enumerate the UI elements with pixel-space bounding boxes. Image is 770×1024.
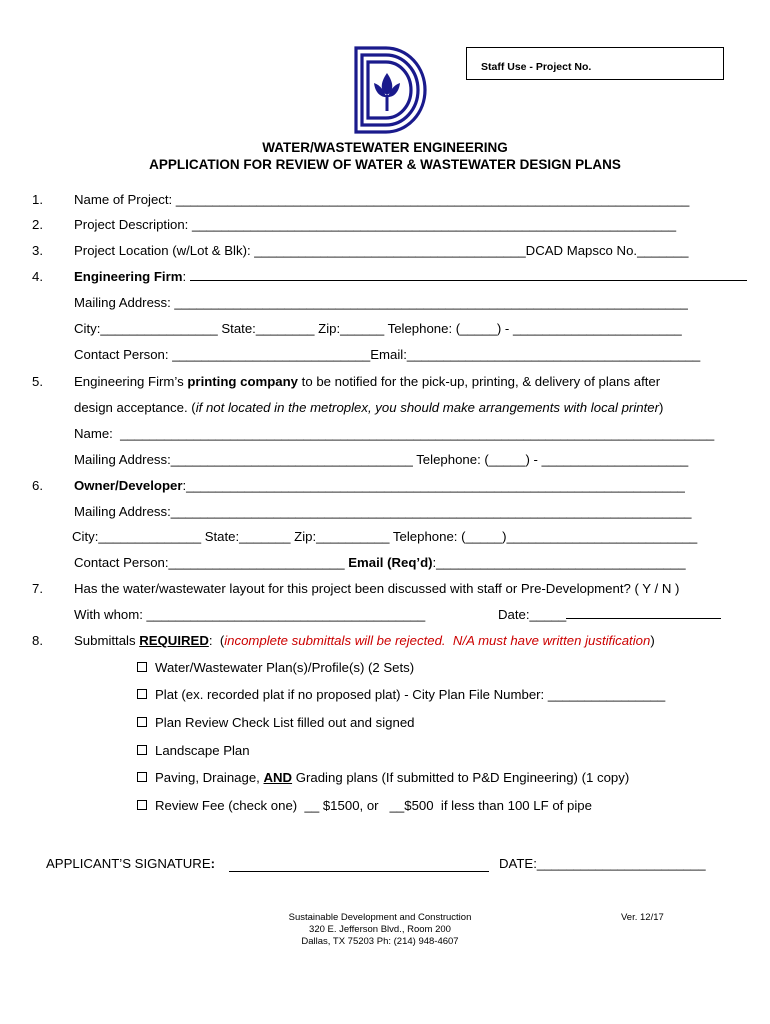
title-line-2: APPLICATION FOR REVIEW OF WATER & WASTEWATER DESIGN PLANS xyxy=(149,157,621,172)
submittals-required-text: Submittals REQUIRED: (incomplete submittals will be rejected. N/A must have written justification) xyxy=(74,633,655,648)
checkbox[interactable] xyxy=(137,689,147,699)
item-number-3: 3. xyxy=(32,243,43,258)
owner-contact-email-field[interactable]: Contact Person:________________________ Email (Req’d):__________________________________ xyxy=(74,555,686,570)
checkbox[interactable] xyxy=(137,800,147,810)
project-description-field[interactable]: Project Description: __________________________________________________________________ xyxy=(74,217,677,232)
owner-city-state-zip-phone-field[interactable]: City:______________ State:_______ Zip:__________ Telephone: (_____)__________________________ xyxy=(72,529,698,544)
checklist-item-review-fee[interactable]: Review Fee (check one) __ $1500, or __$500 if less than 100 LF of pipe xyxy=(137,798,592,814)
item-number-4: 4. xyxy=(32,269,43,284)
checklist-item-paving[interactable]: Paving, Drainage, AND Grading plans (If submitted to P&D Engineering) (1 copy) xyxy=(137,770,629,786)
firm-city-state-zip-phone-field[interactable]: City:________________ State:________ Zip:______ Telephone: (_____) - _______________________ xyxy=(74,321,682,336)
printer-mailing-phone-field[interactable]: Mailing Address:_________________________________ Telephone: (_____) - ____________________ xyxy=(74,452,689,467)
footer-department: Sustainable Development and Construction xyxy=(288,912,472,923)
engineering-firm-line[interactable] xyxy=(190,280,747,281)
staff-use-label: Staff Use - Project No. xyxy=(481,61,592,73)
version-label: Ver. 12/17 xyxy=(621,912,664,923)
city-of-dallas-logo xyxy=(350,45,434,135)
footer-address: 320 E. Jefferson Blvd., Room 200 xyxy=(309,924,451,935)
item-number-7: 7. xyxy=(32,581,43,596)
item-number-1: 1. xyxy=(32,192,43,207)
item-number-6: 6. xyxy=(32,478,43,493)
checklist-item-plans[interactable]: Water/Wastewater Plan(s)/Profile(s) (2 Sets) xyxy=(137,660,414,676)
item-number-8: 8. xyxy=(32,633,43,648)
checkbox[interactable] xyxy=(137,662,147,672)
footer-city-phone: Dallas, TX 75203 Ph: (214) 948-4607 xyxy=(301,936,459,947)
printing-company-note: design acceptance. (if not located in the metroplex, you should make arrangements with local printer) xyxy=(74,400,664,415)
owner-developer-field[interactable]: Owner/Developer:____________________________________________________________________ xyxy=(74,478,685,493)
title-line-1: WATER/WASTEWATER ENGINEERING xyxy=(262,140,508,155)
discussion-date-field[interactable]: Date:_____ xyxy=(498,607,721,623)
project-location-field[interactable]: Project Location (w/Lot & Blk): _____________________________________DCAD Mapsco No._______ xyxy=(74,243,689,258)
owner-mailing-address-field[interactable]: Mailing Address:_______________________________________________________________________ xyxy=(74,504,692,519)
applicant-signature-label: APPLICANT’S SIGNATURE: xyxy=(46,856,216,871)
engineering-firm-label: Engineering Firm xyxy=(74,269,183,284)
checkbox[interactable] xyxy=(137,772,147,782)
firm-contact-email-field[interactable]: Contact Person: ___________________________Email:________________________________________ xyxy=(74,347,701,362)
checklist-item-landscape[interactable]: Landscape Plan xyxy=(137,743,250,759)
printer-name-field[interactable]: Name: _________________________________________________________________________________ xyxy=(74,426,715,441)
owner-developer-label: Owner/Developer xyxy=(74,478,183,493)
checkbox[interactable] xyxy=(137,717,147,727)
applicant-signature-line[interactable] xyxy=(229,871,489,872)
printing-company-text: Engineering Firm’s printing company to be notified for the pick-up, printing, & delivery of plans after xyxy=(74,374,661,389)
layout-discussed-question: Has the water/wastewater layout for this project been discussed with staff or Pre-Development? ( Y / N ) xyxy=(74,581,680,596)
item-number-5: 5. xyxy=(32,374,43,389)
staff-use-box xyxy=(466,47,724,80)
project-name-field[interactable]: Name of Project: ______________________________________________________________________ xyxy=(74,192,690,207)
with-whom-field[interactable]: With whom: ______________________________________ xyxy=(74,607,426,622)
checkbox[interactable] xyxy=(137,745,147,755)
item-number-2: 2. xyxy=(32,217,43,232)
checklist-item-plat[interactable]: Plat (ex. recorded plat if no proposed plat) - City Plan File Number: ________________ xyxy=(137,687,665,703)
checklist-item-checklist[interactable]: Plan Review Check List filled out and signed xyxy=(137,715,415,731)
firm-mailing-address-field[interactable]: Mailing Address: ______________________________________________________________________ xyxy=(74,295,688,310)
signature-date-field[interactable]: DATE:_______________________ xyxy=(499,856,706,871)
engineering-firm-row[interactable]: Engineering Firm: xyxy=(74,269,747,285)
